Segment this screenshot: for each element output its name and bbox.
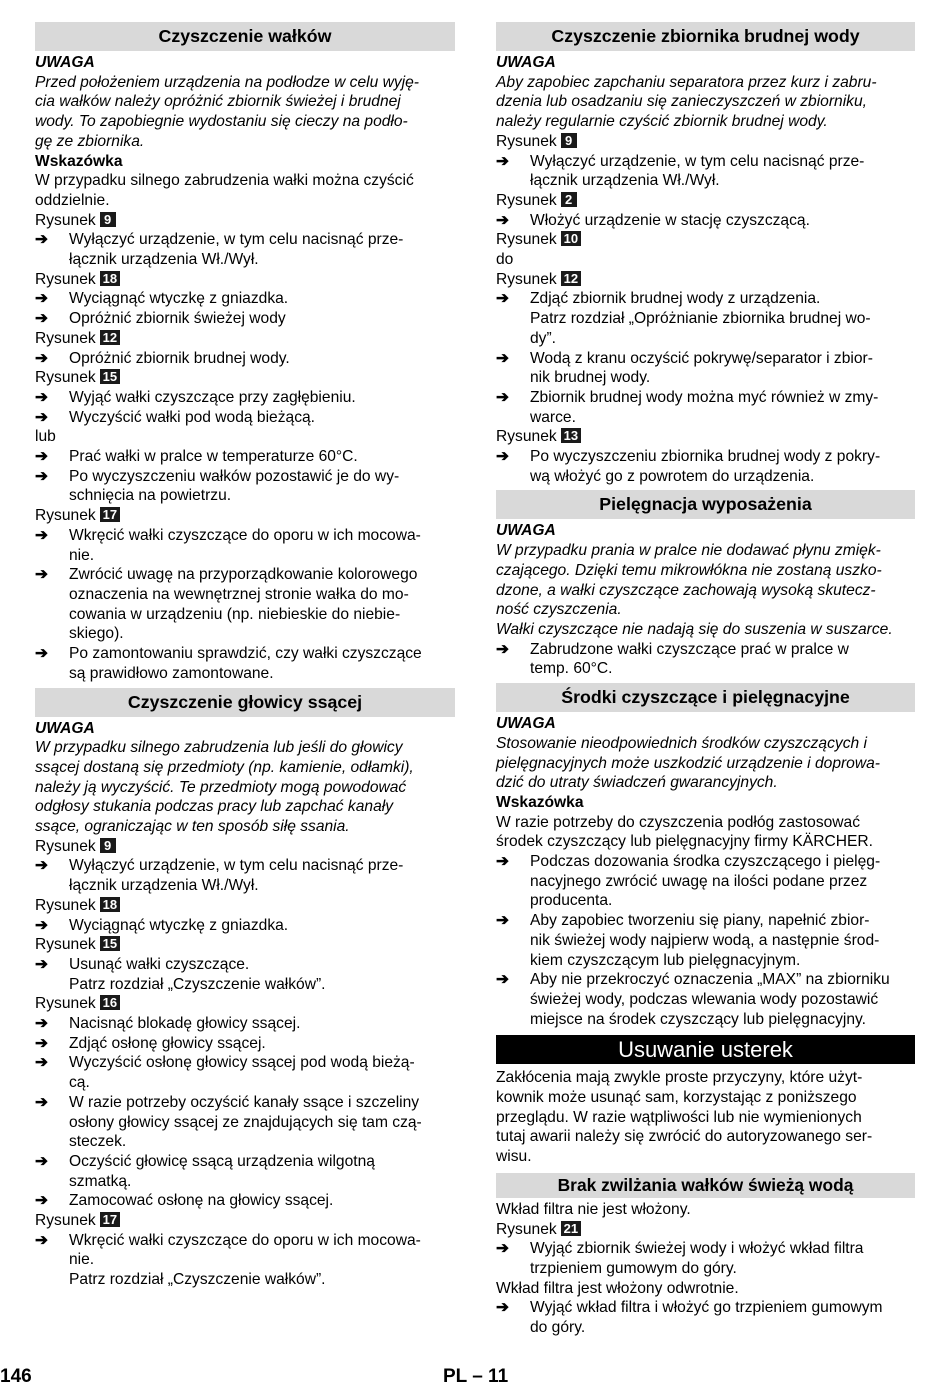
figure-label: Rysunek (496, 428, 557, 446)
step-text: Wyczyścić wałki pod wodą bieżącą. (69, 408, 315, 426)
instruction-step (35, 1053, 455, 1092)
section-heading: Środki czyszczące i pielęgnacyjne (496, 683, 915, 712)
body-text: Wkład filtra nie jest włożony. (496, 1200, 691, 1218)
page-language-code: PL – 11 (443, 1366, 509, 1387)
arrow-right-icon: ➔ (35, 955, 49, 973)
step-text: W razie potrzeby oczyścić kanały ssące i szczeliny osłony głowicy ssącej ze znajdujących się tam czą- steczek. (69, 1093, 422, 1151)
step-text: Wyjąć zbiornik świeżej wody i włożyć wkład filtra trzpieniem gumowym do góry. (530, 1240, 864, 1277)
caution-label: UWAGA (496, 522, 556, 540)
figure-label: Rysunek (35, 837, 96, 855)
arrow-right-icon: ➔ (35, 526, 49, 544)
instruction-step (35, 1034, 455, 1054)
arrow-right-icon: ➔ (35, 349, 49, 367)
figure-number-badge: 10 (561, 231, 581, 246)
instruction-step (35, 1231, 455, 1270)
arrow-right-icon: ➔ (35, 408, 49, 426)
arrow-right-icon: ➔ (35, 1231, 49, 1249)
arrow-right-icon: ➔ (35, 448, 49, 466)
instruction-step (496, 640, 915, 679)
instruction-step (35, 447, 455, 467)
arrow-right-icon: ➔ (35, 916, 49, 934)
step-text: Usunąć wałki czyszczące. (69, 955, 250, 973)
body-text: W przypadku silnego zabrudzenia wałki można czyścić oddzielnie. (35, 172, 414, 209)
figure-number-badge: 18 (100, 897, 120, 912)
caution-label: UWAGA (496, 54, 556, 71)
chapter-heading: Usuwanie usterek (496, 1035, 915, 1064)
arrow-right-icon: ➔ (35, 290, 49, 308)
step-text: Wyciągnąć wtyczkę z gniazdka. (69, 290, 289, 308)
figure-reference (35, 270, 455, 290)
arrow-right-icon: ➔ (35, 1192, 49, 1210)
figure-reference (35, 506, 455, 526)
section-heading: Czyszczenie głowicy ssącej (35, 688, 455, 717)
body-text: lub (35, 428, 56, 446)
figure-reference (496, 1220, 915, 1240)
instruction-step (35, 388, 455, 408)
caution-label: UWAGA (35, 54, 95, 71)
instruction-step (496, 447, 915, 486)
arrow-right-icon: ➔ (35, 231, 49, 249)
step-text: Oczyścić głowicę ssącą urządzenia wilgotną szmatką. (69, 1152, 375, 1190)
instruction-step (35, 856, 455, 895)
arrow-right-icon: ➔ (35, 1152, 49, 1170)
figure-label: Rysunek (35, 329, 96, 347)
step-text: Po wyczyszczeniu zbiornika brudnej wody z pokry- wą włożyć go z powrotem do urządzenia. (530, 448, 881, 485)
section-heading: Pielęgnacja wyposażenia (496, 490, 915, 519)
instruction-step (35, 289, 455, 309)
instruction-step (35, 1014, 455, 1034)
caution-label: UWAGA (35, 719, 95, 737)
step-text: Wyłączyć urządzenie, w tym celu nacisnąć prze- łącznik urządzenia Wł./Wył. (530, 152, 865, 190)
step-note: Patrz rozdział „Czyszczenie wałków”. (69, 1271, 326, 1289)
section-heading: Czyszczenie wałków (35, 22, 455, 51)
figure-number-badge: 9 (561, 133, 577, 148)
caution-text: W przypadku prania w pralce nie dodawać płynu zmięk- czającego. Dzięki temu mikrowłókna nie zostaną uszko- dzone, a wałki czyszczące zachowają wysoką skutecz- ność czyszczenia. Wałki czyszczące nie nadają się do suszenia w suszarce. (496, 542, 893, 638)
step-text: Prać wałki w pralce w temperaturze 60°C. (69, 448, 358, 466)
arrow-right-icon: ➔ (35, 1034, 49, 1052)
arrow-right-icon: ➔ (35, 645, 49, 663)
arrow-right-icon: ➔ (35, 467, 49, 485)
arrow-right-icon: ➔ (35, 1054, 49, 1072)
figure-reference (496, 191, 915, 211)
step-text: Wyłączyć urządzenie, w tym celu nacisnąć prze- łącznik urządzenia Wł./Wył. (69, 231, 404, 269)
arrow-right-icon: ➔ (35, 388, 49, 406)
caution-text: Stosowanie nieodpowiednich środków czyszczących i pielęgnacyjnych może uszkodzić urządzenie i doprowa- dzić do utraty świadczeń gwarancyjnych. (496, 734, 880, 792)
figure-number-badge: 17 (100, 507, 120, 522)
step-text: Po wyczyszczeniu wałków pozostawić je do wy- schnięcia na powietrzu. (69, 467, 400, 505)
figure-reference (35, 896, 455, 916)
instruction-step (35, 1152, 455, 1191)
step-text: Podczas dozowania środka czyszczącego i pielęg- nacyjnego zwrócić uwagę na ilości podane przez producenta. (530, 853, 881, 910)
figure-reference (35, 329, 455, 349)
arrow-right-icon: ➔ (496, 1299, 510, 1317)
arrow-right-icon: ➔ (35, 310, 49, 328)
figure-number-badge: 15 (100, 369, 120, 384)
figure-label: Rysunek (35, 896, 96, 914)
figure-number-badge: 12 (100, 330, 120, 345)
figure-number-badge: 9 (100, 838, 116, 853)
body-text: Wkład filtra jest włożony odwrotnie. (496, 1279, 739, 1297)
instruction-step (35, 349, 455, 369)
instruction-step (35, 1191, 455, 1211)
caution-label: UWAGA (496, 715, 556, 733)
instruction-step (35, 526, 455, 565)
step-text: Wyjąć wałki czyszczące przy zagłębieniu. (69, 388, 356, 406)
arrow-right-icon: ➔ (35, 1093, 49, 1111)
step-text: Opróżnić zbiornik brudnej wody. (69, 349, 290, 367)
figure-number-badge: 18 (100, 271, 120, 286)
step-text: Wyjąć wkład filtra i włożyć go trzpieniem gumowym do góry. (530, 1299, 883, 1337)
step-text: Nacisnąć blokadę głowicy ssącej. (69, 1015, 301, 1033)
step-text: Wyłączyć urządzenie, w tym celu nacisnąć prze- łącznik urządzenia Wł./Wył. (69, 857, 404, 895)
figure-reference (35, 994, 455, 1014)
figure-reference (496, 230, 915, 250)
figure-number-badge: 2 (561, 192, 577, 207)
instruction-step (496, 211, 915, 231)
instruction-step (35, 565, 455, 644)
step-text: Zdjąć zbiornik brudnej wody z urządzenia. (530, 290, 821, 308)
instruction-step (35, 644, 455, 683)
arrow-right-icon: ➔ (496, 971, 510, 989)
instruction-step (35, 408, 455, 428)
arrow-right-icon: ➔ (496, 853, 510, 871)
figure-reference (35, 1211, 455, 1231)
figure-label: Rysunek (35, 211, 96, 229)
instruction-step (496, 388, 915, 427)
arrow-right-icon: ➔ (496, 152, 510, 170)
figure-label: Rysunek (496, 270, 557, 288)
step-text: Wyciągnąć wtyczkę z gniazdka. (69, 916, 289, 934)
figure-number-badge: 16 (100, 995, 120, 1010)
figure-label: Rysunek (35, 995, 96, 1013)
step-text: Zwrócić uwagę na przyporządkowanie kolorowego oznaczenia na wewnętrznej stronie wałka do mo- cowania w urządzeniu (np. niebieskie do niebie- skiego). (69, 566, 418, 643)
arrow-right-icon: ➔ (35, 1015, 49, 1033)
step-text: Aby zapobiec tworzeniu się piany, napełnić zbior- nik świeżej wody najpierw wodą, a następnie środ- kiem czyszczącym lub pielęgnacyjnym. (530, 912, 880, 969)
arrow-right-icon: ➔ (496, 388, 510, 406)
arrow-right-icon: ➔ (496, 912, 510, 930)
figure-label: Rysunek (35, 507, 96, 525)
step-text: Wkręcić wałki czyszczące do oporu w ich mocowa- nie. (69, 1231, 421, 1269)
page-number: 146 (0, 1366, 32, 1387)
arrow-right-icon: ➔ (496, 290, 510, 308)
instruction-step (496, 970, 915, 1029)
figure-number-badge: 12 (561, 271, 581, 286)
instruction-step (35, 1093, 455, 1152)
arrow-right-icon: ➔ (496, 448, 510, 466)
note-label: Wskazówka (496, 793, 584, 811)
note-label: Wskazówka (35, 152, 123, 170)
instruction-step (496, 911, 915, 970)
arrow-right-icon: ➔ (35, 857, 49, 875)
step-text: Włożyć urządzenie w stację czyszczącą. (530, 211, 810, 229)
figure-reference (35, 211, 455, 231)
section-heading: Czyszczenie zbiornika brudnej wody (496, 22, 915, 51)
figure-number-badge: 17 (100, 1212, 120, 1227)
instruction-step (496, 1298, 915, 1337)
figure-label: Rysunek (496, 191, 557, 209)
figure-reference (35, 935, 455, 955)
step-text: Zbiornik brudnej wody można myć również w zmy- warce. (530, 388, 879, 426)
step-text: Zdjąć osłonę głowicy ssącej. (69, 1034, 266, 1052)
step-note: Patrz rozdział „Czyszczenie wałków”. (69, 975, 326, 993)
instruction-step (496, 289, 915, 309)
figure-label: Rysunek (35, 270, 96, 288)
caution-text: W przypadku silnego zabrudzenia lub jeśli do głowicy ssącej dostaną się przedmioty (np. kamienie, odłamki), należy ją wyczyścić. Te przedmioty mogą powodować odgłosy stukania podczas pracy lub zapchać kanały ssące, ograniczając w ten sposób siłę ssania. (35, 739, 414, 836)
instruction-step (496, 852, 915, 911)
figure-label: Rysunek (35, 936, 96, 954)
figure-reference (496, 427, 915, 447)
step-note: Patrz rozdział „Opróżnianie zbiornika brudnej wo- dy”. (530, 310, 871, 347)
body-text: do (496, 251, 514, 269)
instruction-step (35, 955, 455, 975)
caution-text: Aby zapobiec zapchaniu separatora przez kurz i zabru- dzenia lub osadzaniu się zanieczyszczeń w zbiorniku, należy regularnie czyścić zbiornik brudnej wody. (496, 73, 877, 131)
caution-text: Przed położeniem urządzenia na podłodze w celu wyję- cia wałków należy opróżnić zbiornik świeżej i brudnej wody. To zapobiegnie wydostaniu się cieczy na podło- gę ze zbiornika. (35, 73, 419, 150)
figure-reference (35, 368, 455, 388)
figure-label: Rysunek (496, 132, 557, 150)
instruction-step (496, 1239, 915, 1278)
arrow-right-icon: ➔ (35, 566, 49, 584)
figure-reference (496, 270, 915, 290)
arrow-right-icon: ➔ (496, 1240, 510, 1258)
arrow-right-icon: ➔ (496, 211, 510, 229)
figure-number-badge: 13 (561, 428, 581, 443)
arrow-right-icon: ➔ (496, 640, 510, 658)
instruction-step (496, 349, 915, 388)
step-text: Aby nie przekroczyć oznaczenia „MAX” na zbiorniku świeżej wody, podczas wlewania wody pozostawić miejsce na środek czyszczący lub pielęgnacyjny. (530, 971, 890, 1028)
instruction-step (35, 309, 455, 329)
arrow-right-icon: ➔ (496, 349, 510, 367)
instruction-step (35, 916, 455, 936)
instruction-step (35, 467, 455, 506)
figure-reference (35, 837, 455, 857)
figure-number-badge: 21 (561, 1221, 581, 1236)
step-text: Wkręcić wałki czyszczące do oporu w ich mocowa- nie. (69, 526, 421, 564)
figure-number-badge: 15 (100, 936, 120, 951)
body-text: W razie potrzeby do czyszczenia podłóg zastosować środek czyszczący lub pielęgnacyjny firmy KÄRCHER. (496, 813, 873, 851)
step-text: Wyczyścić osłonę głowicy ssącej pod wodą bieżą- cą. (69, 1054, 415, 1092)
step-text: Zabrudzone wałki czyszczące prać w pralce w temp. 60°C. (530, 640, 849, 678)
figure-label: Rysunek (35, 1212, 96, 1230)
instruction-step (496, 152, 915, 191)
figure-label: Rysunek (35, 369, 96, 387)
subsection-heading: Brak zwilżania wałków świeżą wodą (496, 1173, 915, 1198)
instruction-step (35, 230, 455, 269)
right-column (496, 22, 915, 1338)
left-column (35, 22, 455, 1290)
figure-label: Rysunek (496, 1220, 557, 1238)
figure-label: Rysunek (496, 231, 557, 249)
step-text: Opróżnić zbiornik świeżej wody (69, 310, 286, 328)
step-text: Wodą z kranu oczyścić pokrywę/separator i zbior- nik brudnej wody. (530, 349, 873, 387)
step-text: Po zamontowaniu sprawdzić, czy wałki czyszczące są prawidłowo zamontowane. (69, 645, 422, 682)
figure-number-badge: 9 (100, 212, 116, 227)
figure-reference (496, 132, 915, 152)
step-text: Zamocować osłonę na głowicy ssącej. (69, 1192, 334, 1210)
body-text: Zakłócenia mają zwykle proste przyczyny, które użyt- kownik może usunąć sam, korzystając z poniższego przeglądu. W razie wątpliwości lub nie wymienionych tutaj awarii należy się zwrócić do autoryzowanego ser- wisu. (496, 1069, 873, 1166)
